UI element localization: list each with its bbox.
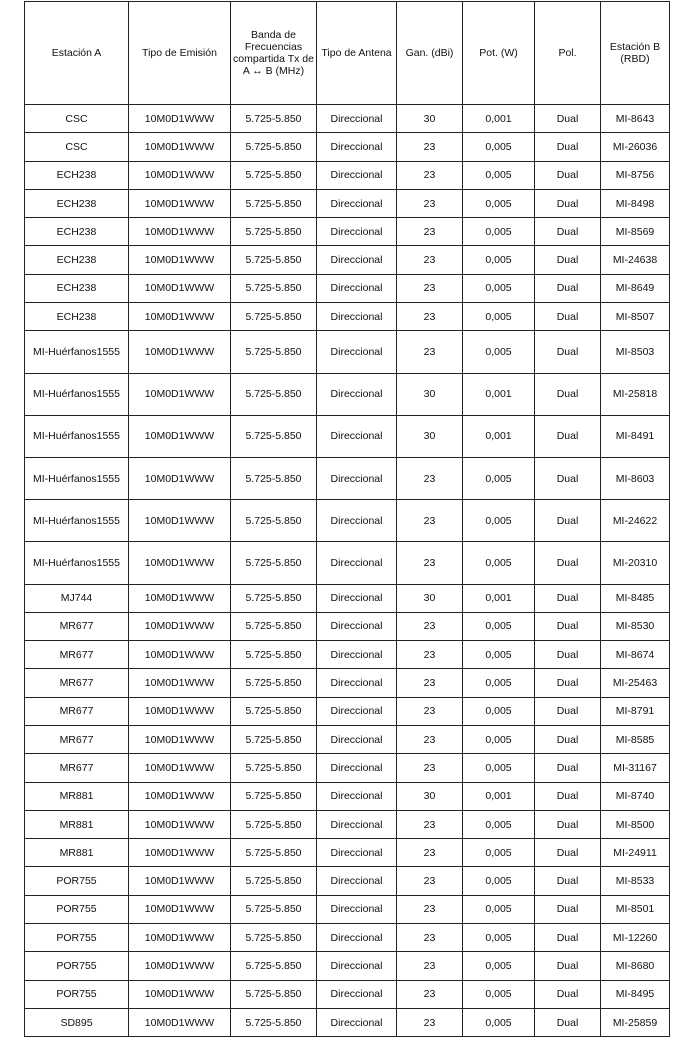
cell-gain: 30: [397, 415, 463, 457]
cell-frequency-band: 5.725-5.850: [231, 697, 317, 725]
cell-antenna-type: Direccional: [317, 274, 397, 302]
cell-antenna-type: Direccional: [317, 895, 397, 923]
cell-power: 0,005: [463, 612, 535, 640]
cell-frequency-band: 5.725-5.850: [231, 331, 317, 373]
table-row: [25, 697, 670, 725]
table-row: [25, 218, 670, 246]
cell-power: 0,001: [463, 415, 535, 457]
cell-emission-type: 10M0D1WWW: [129, 612, 231, 640]
cell-power: 0,005: [463, 161, 535, 189]
cell-frequency-band: 5.725-5.850: [231, 500, 317, 542]
table-row: [25, 895, 670, 923]
cell-station-a: MR677: [25, 669, 129, 697]
cell-polarization: Dual: [535, 303, 601, 331]
table-row: [25, 133, 670, 161]
cell-station-b: MI-8756: [601, 161, 670, 189]
header-frequency-band: [231, 2, 317, 105]
cell-polarization: Dual: [535, 924, 601, 952]
cell-gain: 23: [397, 189, 463, 217]
cell-frequency-band: 5.725-5.850: [231, 669, 317, 697]
cell-station-b: MI-8643: [601, 105, 670, 133]
cell-polarization: Dual: [535, 133, 601, 161]
cell-station-a: CSC: [25, 133, 129, 161]
cell-station-b: MI-8498: [601, 189, 670, 217]
cell-polarization: Dual: [535, 669, 601, 697]
cell-gain: 23: [397, 133, 463, 161]
cell-station-a: ECH238: [25, 161, 129, 189]
cell-power: 0,005: [463, 754, 535, 782]
cell-gain: 23: [397, 612, 463, 640]
cell-station-a: ECH238: [25, 303, 129, 331]
cell-polarization: Dual: [535, 952, 601, 980]
header-station-b-line: Estación B: [609, 41, 661, 53]
cell-emission-type: 10M0D1WWW: [129, 754, 231, 782]
cell-power: 0,001: [463, 105, 535, 133]
table-row: [25, 500, 670, 542]
cell-gain: 23: [397, 810, 463, 838]
cell-emission-type: 10M0D1WWW: [129, 867, 231, 895]
cell-polarization: Dual: [535, 641, 601, 669]
cell-station-b: MI-25818: [601, 373, 670, 415]
table-row: [25, 1008, 670, 1036]
header-band-line: A ↔ B (MHz): [242, 65, 305, 77]
cell-station-a: POR755: [25, 867, 129, 895]
cell-frequency-band: 5.725-5.850: [231, 1008, 317, 1036]
cell-frequency-band: 5.725-5.850: [231, 612, 317, 640]
cell-gain: 23: [397, 1008, 463, 1036]
cell-station-b: MI-24638: [601, 246, 670, 274]
cell-polarization: Dual: [535, 867, 601, 895]
table-row: [25, 584, 670, 612]
cell-antenna-type: Direccional: [317, 754, 397, 782]
cell-polarization: Dual: [535, 331, 601, 373]
cell-station-a: MI-Huérfanos1555: [25, 457, 129, 499]
cell-emission-type: 10M0D1WWW: [129, 303, 231, 331]
table-row: [25, 641, 670, 669]
cell-station-b: MI-8585: [601, 725, 670, 753]
cell-station-b: MI-8500: [601, 810, 670, 838]
cell-frequency-band: 5.725-5.850: [231, 810, 317, 838]
cell-polarization: Dual: [535, 725, 601, 753]
table-row: [25, 246, 670, 274]
cell-power: 0,005: [463, 218, 535, 246]
cell-polarization: Dual: [535, 274, 601, 302]
cell-station-b: MI-8507: [601, 303, 670, 331]
cell-gain: 23: [397, 641, 463, 669]
cell-station-b: MI-20310: [601, 542, 670, 584]
cell-antenna-type: Direccional: [317, 246, 397, 274]
table-row: [25, 867, 670, 895]
cell-frequency-band: 5.725-5.850: [231, 274, 317, 302]
cell-power: 0,001: [463, 584, 535, 612]
cell-frequency-band: 5.725-5.850: [231, 542, 317, 584]
cell-station-b: MI-25463: [601, 669, 670, 697]
cell-frequency-band: 5.725-5.850: [231, 980, 317, 1008]
cell-power: 0,005: [463, 246, 535, 274]
cell-station-a: MR677: [25, 612, 129, 640]
cell-emission-type: 10M0D1WWW: [129, 218, 231, 246]
cell-polarization: Dual: [535, 697, 601, 725]
cell-station-b: MI-8503: [601, 331, 670, 373]
cell-station-b: MI-8501: [601, 895, 670, 923]
cell-station-a: MI-Huérfanos1555: [25, 373, 129, 415]
cell-gain: 23: [397, 161, 463, 189]
cell-gain: 23: [397, 697, 463, 725]
cell-polarization: Dual: [535, 218, 601, 246]
cell-polarization: Dual: [535, 542, 601, 584]
cell-station-b: MI-25859: [601, 1008, 670, 1036]
cell-polarization: Dual: [535, 161, 601, 189]
cell-gain: 23: [397, 331, 463, 373]
header-station-b: [601, 2, 670, 105]
cell-antenna-type: Direccional: [317, 612, 397, 640]
cell-antenna-type: Direccional: [317, 980, 397, 1008]
cell-power: 0,005: [463, 457, 535, 499]
cell-power: 0,005: [463, 952, 535, 980]
cell-gain: 23: [397, 980, 463, 1008]
cell-gain: 23: [397, 669, 463, 697]
cell-power: 0,001: [463, 373, 535, 415]
cell-station-a: ECH238: [25, 246, 129, 274]
cell-polarization: Dual: [535, 415, 601, 457]
cell-antenna-type: Direccional: [317, 105, 397, 133]
cell-antenna-type: Direccional: [317, 725, 397, 753]
cell-emission-type: 10M0D1WWW: [129, 189, 231, 217]
header-band-line: compartida Tx de: [233, 53, 314, 65]
table-row: [25, 415, 670, 457]
cell-antenna-type: Direccional: [317, 924, 397, 952]
cell-frequency-band: 5.725-5.850: [231, 161, 317, 189]
cell-antenna-type: Direccional: [317, 584, 397, 612]
cell-antenna-type: Direccional: [317, 810, 397, 838]
cell-station-a: MJ744: [25, 584, 129, 612]
table-row: [25, 952, 670, 980]
cell-polarization: Dual: [535, 1008, 601, 1036]
cell-frequency-band: 5.725-5.850: [231, 754, 317, 782]
cell-power: 0,005: [463, 895, 535, 923]
cell-emission-type: 10M0D1WWW: [129, 641, 231, 669]
cell-antenna-type: Direccional: [317, 303, 397, 331]
cell-frequency-band: 5.725-5.850: [231, 457, 317, 499]
cell-frequency-band: 5.725-5.850: [231, 133, 317, 161]
cell-station-a: MI-Huérfanos1555: [25, 500, 129, 542]
cell-emission-type: 10M0D1WWW: [129, 725, 231, 753]
table-header-row: [25, 2, 670, 105]
cell-polarization: Dual: [535, 980, 601, 1008]
cell-antenna-type: Direccional: [317, 542, 397, 584]
cell-frequency-band: 5.725-5.850: [231, 584, 317, 612]
cell-station-b: MI-8740: [601, 782, 670, 810]
cell-gain: 23: [397, 500, 463, 542]
cell-polarization: Dual: [535, 246, 601, 274]
cell-station-a: ECH238: [25, 218, 129, 246]
table-row: [25, 542, 670, 584]
cell-station-a: POR755: [25, 952, 129, 980]
cell-frequency-band: 5.725-5.850: [231, 924, 317, 952]
cell-emission-type: 10M0D1WWW: [129, 952, 231, 980]
cell-emission-type: 10M0D1WWW: [129, 895, 231, 923]
cell-emission-type: 10M0D1WWW: [129, 542, 231, 584]
cell-frequency-band: 5.725-5.850: [231, 246, 317, 274]
cell-polarization: Dual: [535, 584, 601, 612]
cell-polarization: Dual: [535, 839, 601, 867]
cell-frequency-band: 5.725-5.850: [231, 782, 317, 810]
cell-antenna-type: Direccional: [317, 373, 397, 415]
cell-gain: 30: [397, 584, 463, 612]
cell-antenna-type: Direccional: [317, 669, 397, 697]
cell-emission-type: 10M0D1WWW: [129, 373, 231, 415]
cell-polarization: Dual: [535, 754, 601, 782]
cell-gain: 23: [397, 924, 463, 952]
cell-station-a: POR755: [25, 924, 129, 952]
table-row: [25, 924, 670, 952]
cell-frequency-band: 5.725-5.850: [231, 641, 317, 669]
table-row: [25, 373, 670, 415]
cell-antenna-type: Direccional: [317, 641, 397, 669]
table-row: [25, 612, 670, 640]
cell-emission-type: 10M0D1WWW: [129, 500, 231, 542]
cell-station-a: MR881: [25, 782, 129, 810]
cell-power: 0,001: [463, 782, 535, 810]
cell-station-b: MI-8495: [601, 980, 670, 1008]
cell-station-b: MI-24622: [601, 500, 670, 542]
cell-emission-type: 10M0D1WWW: [129, 105, 231, 133]
cell-emission-type: 10M0D1WWW: [129, 133, 231, 161]
cell-power: 0,005: [463, 980, 535, 1008]
table-row: [25, 274, 670, 302]
cell-emission-type: 10M0D1WWW: [129, 584, 231, 612]
cell-emission-type: 10M0D1WWW: [129, 161, 231, 189]
cell-antenna-type: Direccional: [317, 189, 397, 217]
cell-antenna-type: Direccional: [317, 1008, 397, 1036]
cell-station-b: MI-26036: [601, 133, 670, 161]
cell-power: 0,005: [463, 669, 535, 697]
cell-power: 0,005: [463, 500, 535, 542]
cell-station-b: MI-8485: [601, 584, 670, 612]
cell-power: 0,005: [463, 810, 535, 838]
cell-antenna-type: Direccional: [317, 697, 397, 725]
cell-station-b: MI-8680: [601, 952, 670, 980]
cell-power: 0,005: [463, 867, 535, 895]
cell-polarization: Dual: [535, 782, 601, 810]
table-row: [25, 754, 670, 782]
cell-frequency-band: 5.725-5.850: [231, 895, 317, 923]
table-row: [25, 457, 670, 499]
cell-station-b: MI-8603: [601, 457, 670, 499]
cell-polarization: Dual: [535, 500, 601, 542]
cell-station-b: MI-8649: [601, 274, 670, 302]
header-station-b-line: (RBD): [620, 53, 650, 65]
cell-frequency-band: 5.725-5.850: [231, 373, 317, 415]
cell-station-a: MR677: [25, 754, 129, 782]
cell-polarization: Dual: [535, 189, 601, 217]
table-row: [25, 810, 670, 838]
cell-gain: 23: [397, 246, 463, 274]
cell-station-b: MI-8530: [601, 612, 670, 640]
table-row: [25, 303, 670, 331]
cell-frequency-band: 5.725-5.850: [231, 189, 317, 217]
cell-gain: 23: [397, 754, 463, 782]
cell-station-b: MI-8569: [601, 218, 670, 246]
cell-emission-type: 10M0D1WWW: [129, 274, 231, 302]
cell-station-a: SD895: [25, 1008, 129, 1036]
cell-station-b: MI-12260: [601, 924, 670, 952]
table-row: [25, 782, 670, 810]
header-gain: Gan. (dBi): [397, 2, 463, 105]
cell-power: 0,005: [463, 839, 535, 867]
cell-station-a: MI-Huérfanos1555: [25, 415, 129, 457]
cell-station-a: MR677: [25, 641, 129, 669]
cell-gain: 23: [397, 457, 463, 499]
cell-frequency-band: 5.725-5.850: [231, 839, 317, 867]
cell-gain: 30: [397, 782, 463, 810]
cell-emission-type: 10M0D1WWW: [129, 331, 231, 373]
cell-emission-type: 10M0D1WWW: [129, 924, 231, 952]
cell-emission-type: 10M0D1WWW: [129, 669, 231, 697]
table-row: [25, 980, 670, 1008]
cell-emission-type: 10M0D1WWW: [129, 839, 231, 867]
cell-emission-type: 10M0D1WWW: [129, 1008, 231, 1036]
cell-frequency-band: 5.725-5.850: [231, 725, 317, 753]
cell-power: 0,005: [463, 542, 535, 584]
cell-power: 0,005: [463, 189, 535, 217]
cell-power: 0,005: [463, 133, 535, 161]
cell-station-b: MI-8791: [601, 697, 670, 725]
cell-station-a: MI-Huérfanos1555: [25, 542, 129, 584]
cell-frequency-band: 5.725-5.850: [231, 867, 317, 895]
cell-antenna-type: Direccional: [317, 457, 397, 499]
table-row: [25, 189, 670, 217]
cell-frequency-band: 5.725-5.850: [231, 105, 317, 133]
cell-station-a: ECH238: [25, 274, 129, 302]
cell-station-b: MI-24911: [601, 839, 670, 867]
cell-power: 0,005: [463, 331, 535, 373]
cell-station-a: CSC: [25, 105, 129, 133]
cell-station-b: MI-8674: [601, 641, 670, 669]
cell-antenna-type: Direccional: [317, 161, 397, 189]
table-row: [25, 161, 670, 189]
cell-antenna-type: Direccional: [317, 952, 397, 980]
cell-station-a: MR677: [25, 725, 129, 753]
header-station-a: Estación A: [25, 2, 129, 105]
cell-antenna-type: Direccional: [317, 133, 397, 161]
cell-station-a: MR881: [25, 810, 129, 838]
table-row: [25, 839, 670, 867]
header-antenna-type: Tipo de Antena: [317, 2, 397, 105]
cell-antenna-type: Direccional: [317, 500, 397, 542]
cell-emission-type: 10M0D1WWW: [129, 782, 231, 810]
cell-antenna-type: Direccional: [317, 415, 397, 457]
header-power: Pot. (W): [463, 2, 535, 105]
cell-antenna-type: Direccional: [317, 839, 397, 867]
cell-station-b: MI-8491: [601, 415, 670, 457]
cell-station-a: MR881: [25, 839, 129, 867]
cell-station-a: POR755: [25, 980, 129, 1008]
cell-polarization: Dual: [535, 612, 601, 640]
cell-gain: 23: [397, 725, 463, 753]
cell-frequency-band: 5.725-5.850: [231, 218, 317, 246]
cell-gain: 23: [397, 274, 463, 302]
cell-antenna-type: Direccional: [317, 782, 397, 810]
cell-gain: 23: [397, 542, 463, 584]
cell-power: 0,005: [463, 303, 535, 331]
cell-power: 0,005: [463, 725, 535, 753]
cell-frequency-band: 5.725-5.850: [231, 415, 317, 457]
cell-frequency-band: 5.725-5.850: [231, 303, 317, 331]
cell-polarization: Dual: [535, 105, 601, 133]
cell-emission-type: 10M0D1WWW: [129, 980, 231, 1008]
cell-emission-type: 10M0D1WWW: [129, 810, 231, 838]
cell-station-a: POR755: [25, 895, 129, 923]
cell-gain: 23: [397, 867, 463, 895]
table-row: [25, 669, 670, 697]
header-polarization: Pol.: [535, 2, 601, 105]
cell-emission-type: 10M0D1WWW: [129, 246, 231, 274]
cell-gain: 23: [397, 895, 463, 923]
frequency-assignment-table: [24, 1, 670, 1037]
header-band-line: Banda de: [251, 29, 296, 41]
cell-emission-type: 10M0D1WWW: [129, 457, 231, 499]
cell-polarization: Dual: [535, 895, 601, 923]
cell-gain: 23: [397, 952, 463, 980]
table-row: [25, 725, 670, 753]
cell-power: 0,005: [463, 1008, 535, 1036]
cell-station-b: MI-8533: [601, 867, 670, 895]
cell-station-b: MI-31167: [601, 754, 670, 782]
cell-station-a: MI-Huérfanos1555: [25, 331, 129, 373]
cell-gain: 23: [397, 839, 463, 867]
cell-power: 0,005: [463, 641, 535, 669]
cell-station-a: MR677: [25, 697, 129, 725]
table-row: [25, 331, 670, 373]
header-emission-type: Tipo de Emisión: [129, 2, 231, 105]
cell-antenna-type: Direccional: [317, 867, 397, 895]
header-band-line: Frecuencias: [244, 41, 303, 53]
cell-polarization: Dual: [535, 810, 601, 838]
cell-gain: 23: [397, 303, 463, 331]
cell-antenna-type: Direccional: [317, 218, 397, 246]
cell-gain: 30: [397, 105, 463, 133]
cell-gain: 30: [397, 373, 463, 415]
cell-power: 0,005: [463, 924, 535, 952]
cell-frequency-band: 5.725-5.850: [231, 952, 317, 980]
cell-station-a: ECH238: [25, 189, 129, 217]
cell-polarization: Dual: [535, 457, 601, 499]
cell-polarization: Dual: [535, 373, 601, 415]
cell-gain: 23: [397, 218, 463, 246]
cell-power: 0,005: [463, 274, 535, 302]
cell-emission-type: 10M0D1WWW: [129, 697, 231, 725]
table-row: [25, 105, 670, 133]
cell-emission-type: 10M0D1WWW: [129, 415, 231, 457]
cell-power: 0,005: [463, 697, 535, 725]
cell-antenna-type: Direccional: [317, 331, 397, 373]
